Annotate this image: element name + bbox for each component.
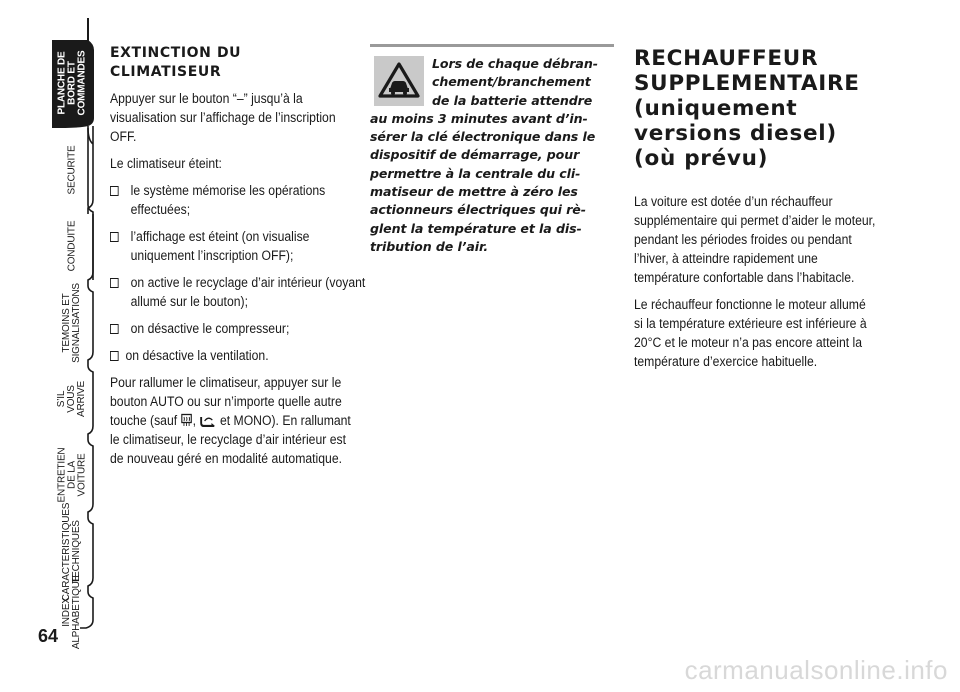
tab-temoins-signalisations[interactable]: TEMOINS ET SIGNALISATIONS [61, 283, 82, 363]
tab-securite[interactable]: SECURITE [66, 145, 77, 195]
warning-triangle-car-icon [374, 56, 424, 106]
tab-s-il-vous-arrive[interactable]: S’IL VOUS ARRIVE [56, 380, 87, 418]
section-title: EXTINCTION DU CLIMATISEUR [110, 45, 242, 80]
warning-box [370, 44, 614, 256]
checkbox-bullet-icon [110, 278, 119, 288]
list-item: on désactive la ventilation. [110, 347, 367, 366]
checkbox-bullet-icon [110, 232, 119, 242]
section-rechauffeur-supplementaire [634, 46, 876, 380]
paragraph: Le réchauffeur fonctionne le moteur allumé si la température extérieure est inférieure à 20°C et le moteur n’a pas encore atteint la température d’exercice habituelle. [634, 297, 867, 370]
chapter-tab-bar [0, 0, 92, 692]
warning-text: Lors de chaque débran- chement/branchement de la batterie attendre au moins 3 minutes avant d’in- sérer la clé électronique dans le dispositif de démarrage, pour permettre à la centrale du cli- matiseur de mettre à zéro les actionneurs électriques qui rè- glent la température et la dis- tribution de l’air. [370, 56, 598, 254]
paragraph: Pour rallumer le climatiseur, appuyer sur le bouton AUTO ou sur n’importe quelle autre touche (sauf , et MONO). En rallumant le climatiseur, le recyclage d’air intérieur est de nouveau géré en modalité automatique. [110, 375, 351, 467]
tab-planche-de-bord[interactable]: PLANCHE DE BORD ET COMMANDES [56, 50, 87, 116]
page-number: 64 [37, 626, 59, 646]
list-item: l’affichage est éteint (on visualise uniquement l’inscription OFF); [110, 228, 372, 266]
section-extinction-climatiseur [110, 44, 366, 477]
air-recirculation-icon [199, 415, 216, 427]
checkbox-bullet-icon [110, 186, 119, 196]
checkbox-bullet-icon [110, 351, 119, 361]
list-item: le système mémorise les opérations effectuées; [110, 182, 372, 220]
list-item: on désactive le compresseur; [110, 320, 372, 339]
section-heading: RECHAUFFEUR SUPPLEMENTAIRE (uniquement versions diesel) (où prévu) [634, 46, 860, 171]
rear-defrost-icon [181, 413, 193, 427]
list-item: on active le recyclage d’air intérieur (voyant allumé sur le bouton); [110, 274, 372, 312]
paragraph: Appuyer sur le bouton “–” jusqu’à la visualisation sur l’affichage de l’inscription OFF. [110, 91, 336, 145]
paragraph: Le climatiseur éteint: [110, 156, 222, 172]
checkbox-bullet-icon [110, 324, 119, 334]
paragraph: La voiture est dotée d’un réchauffeur supplémentaire qui permet d’aider le moteur, pendant les périodes froides ou pendant l’hiver, à atteindre rapidement une température confortable dans l’habitacle. [634, 194, 876, 286]
tab-caracteristiques-techniques[interactable]: CARACTERISTIQUES TECHNIQUES [61, 502, 83, 602]
tab-conduite[interactable]: CONDUITE [66, 220, 77, 272]
warning-top-rule [370, 44, 614, 47]
tab-entretien-voiture[interactable]: ENTRETIEN DE LA VOITURE [56, 447, 87, 503]
watermark: carmanualsonline.info [684, 655, 948, 685]
tab-index-alphabetique[interactable]: INDEX ALPHABETIQUE [61, 574, 83, 650]
